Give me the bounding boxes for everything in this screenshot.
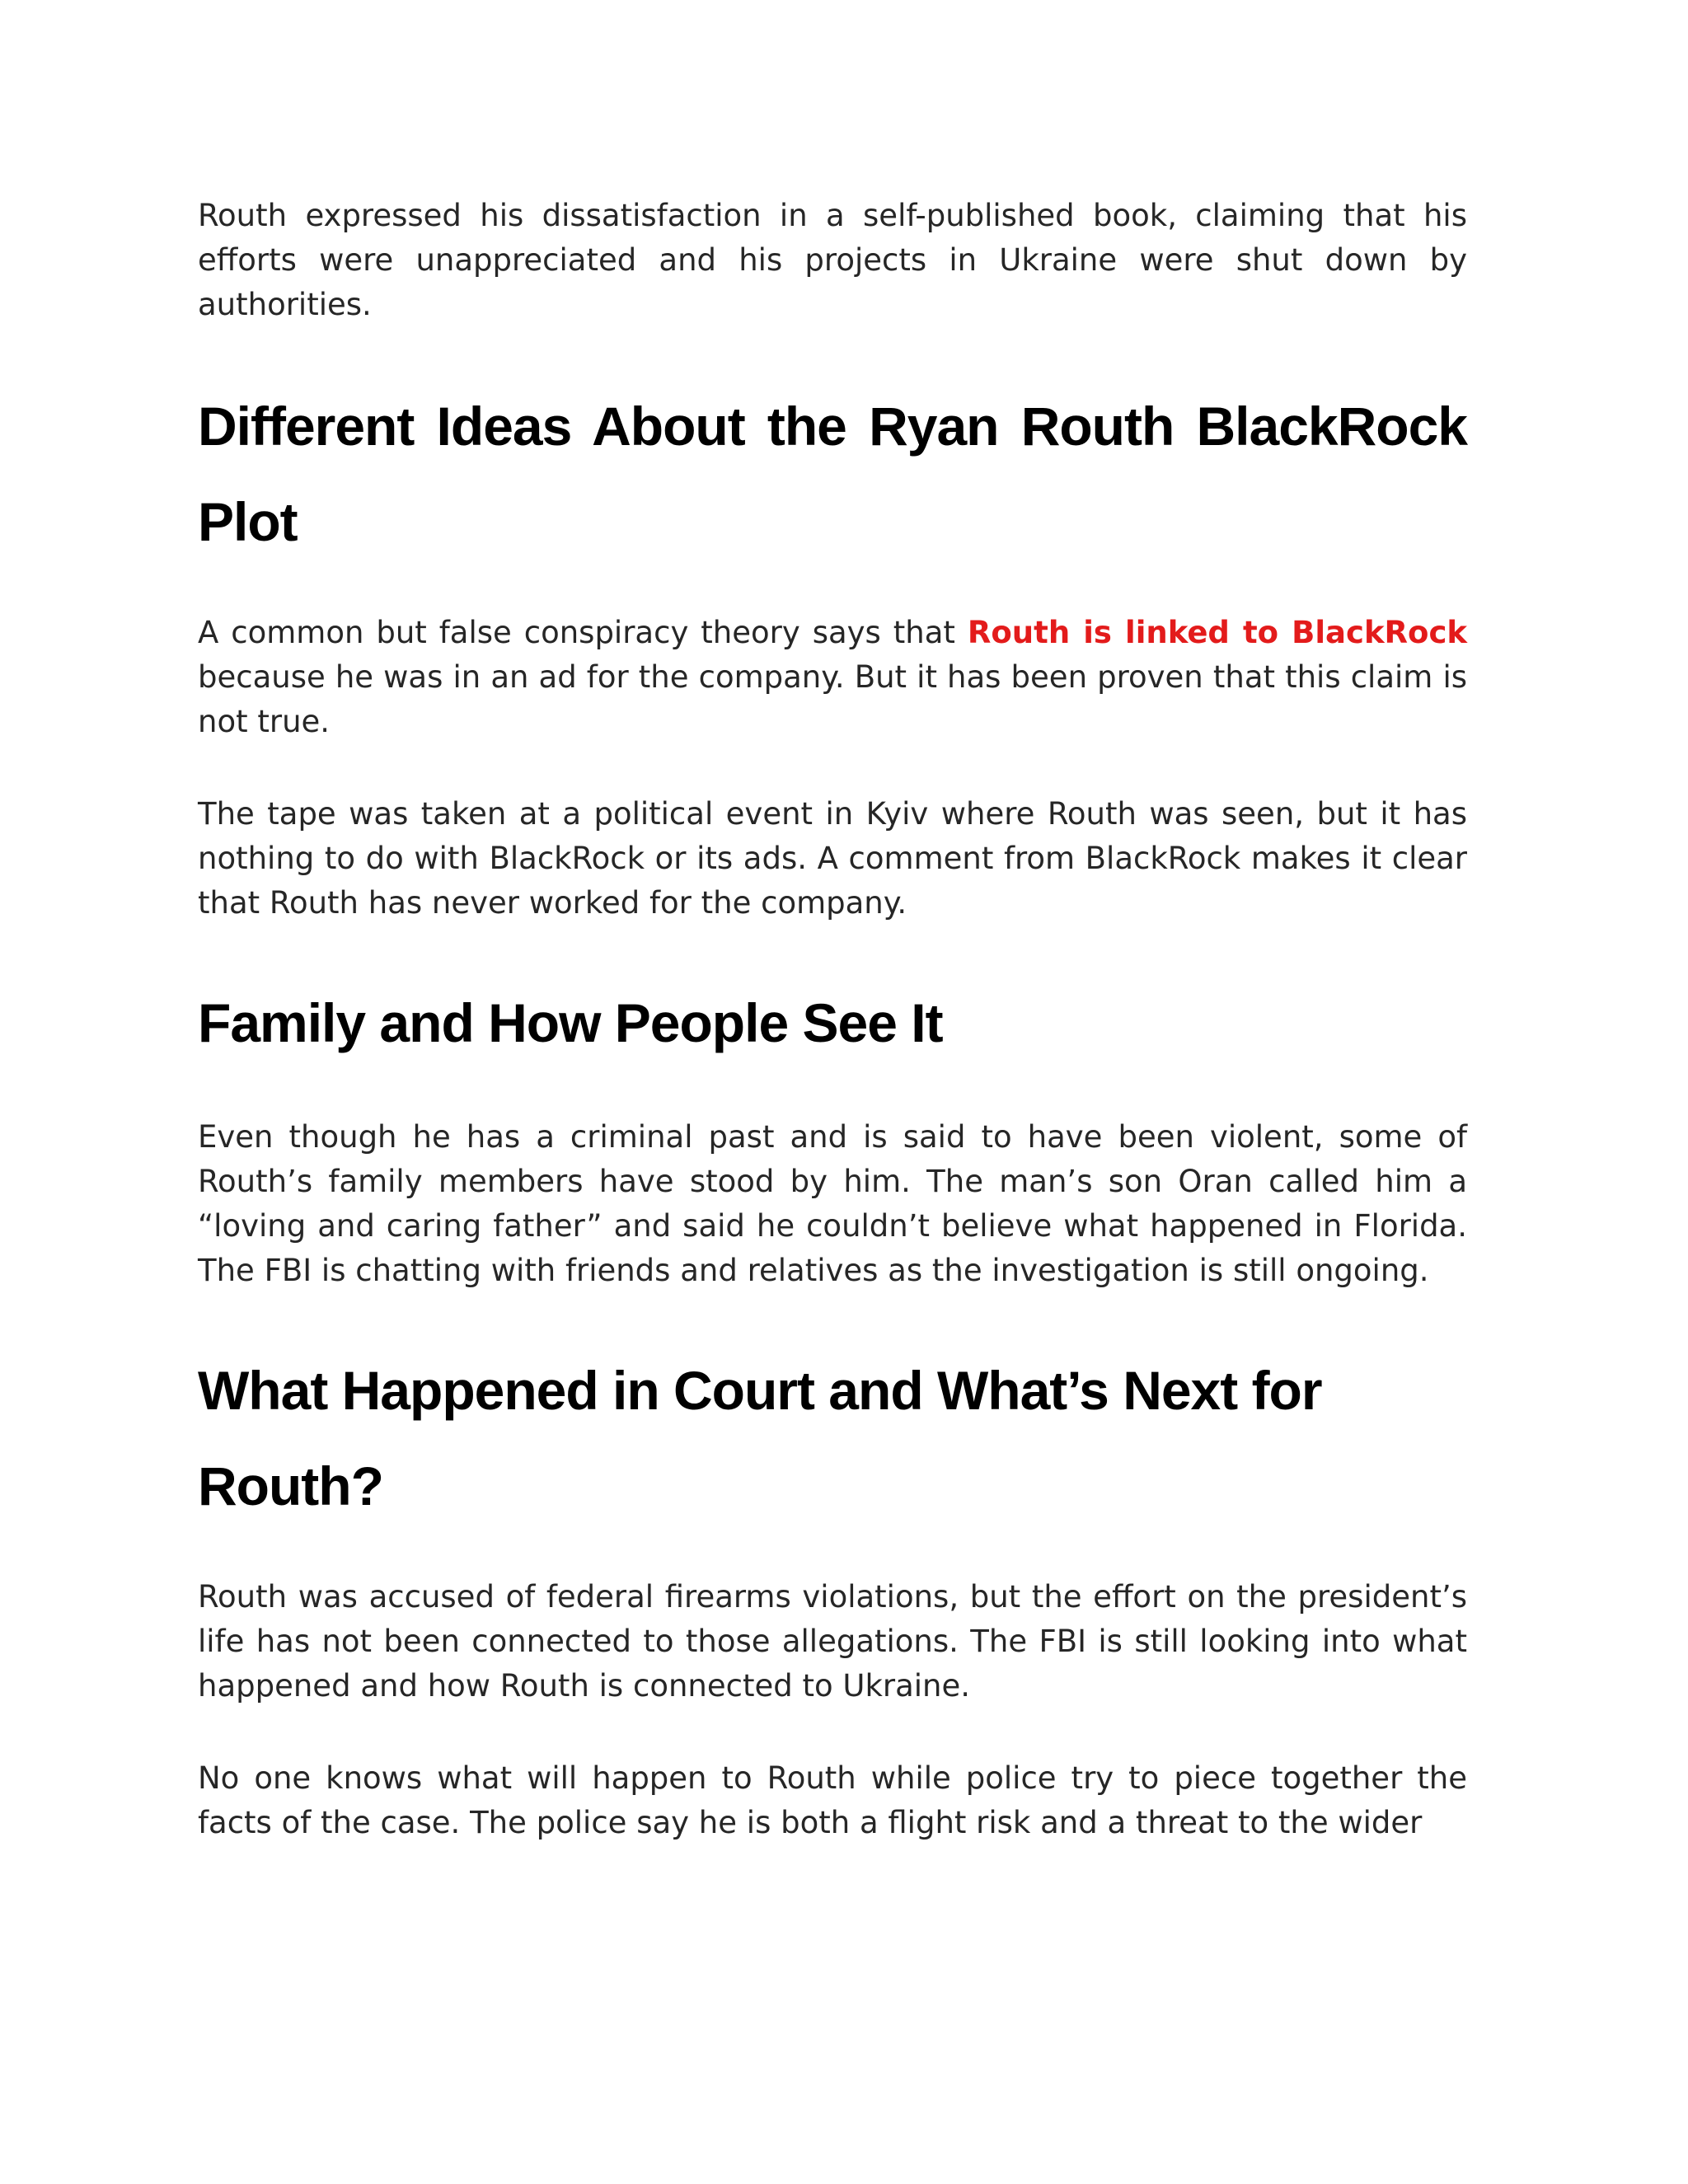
- heading-court: What Happened in Court and What’s Next for Routh?: [198, 1360, 1322, 1516]
- heading-family: Family and How People See It: [198, 992, 943, 1053]
- heading-blackrock-plot: Different Ideas About the Ryan Routh BlackRock Plot: [198, 396, 1467, 552]
- paragraph-conspiracy-text-after: because he was in an ad for the company. But it has been proven that this claim is not true.: [198, 659, 1467, 739]
- blackrock-link[interactable]: Routh is linked to BlackRock: [967, 615, 1467, 650]
- paragraph-conspiracy-text-before: A common but false conspiracy theory says that: [198, 615, 968, 650]
- paragraph-flight-risk: No one knows what will happen to Routh while police try to piece together the facts of the case. The police say he is both a flight risk and a threat to the wider: [198, 1760, 1467, 1840]
- paragraph-conspiracy-theory: [198, 611, 1467, 744]
- paragraph-kyiv-tape: The tape was taken at a political event in Kyiv where Routh was seen, but it has nothing to do with BlackRock or its ads. A comment from BlackRock makes it clear that Routh has never worked for the company.: [198, 796, 1467, 921]
- paragraph-family-members: Even though he has a criminal past and is said to have been violent, some of Routh’s family members have stood by him. The man’s son Oran called him a “loving and caring father” and said he couldn’t believe what happened in Florida. The FBI is chatting with friends and relatives as the investigation is still ongoing.: [198, 1119, 1467, 1288]
- paragraph-book-dissatisfaction: Routh expressed his dissatisfaction in a self-published book, claiming that his efforts were unappreciated and his projects in Ukraine were shut down by authorities.: [198, 198, 1467, 322]
- document-page: [198, 194, 1467, 1845]
- paragraph-firearms-violations: Routh was accused of federal firearms violations, but the effort on the president’s life has not been connected to those allegations. The FBI is still looking into what happened and how Routh is connected to Ukraine.: [198, 1579, 1467, 1704]
